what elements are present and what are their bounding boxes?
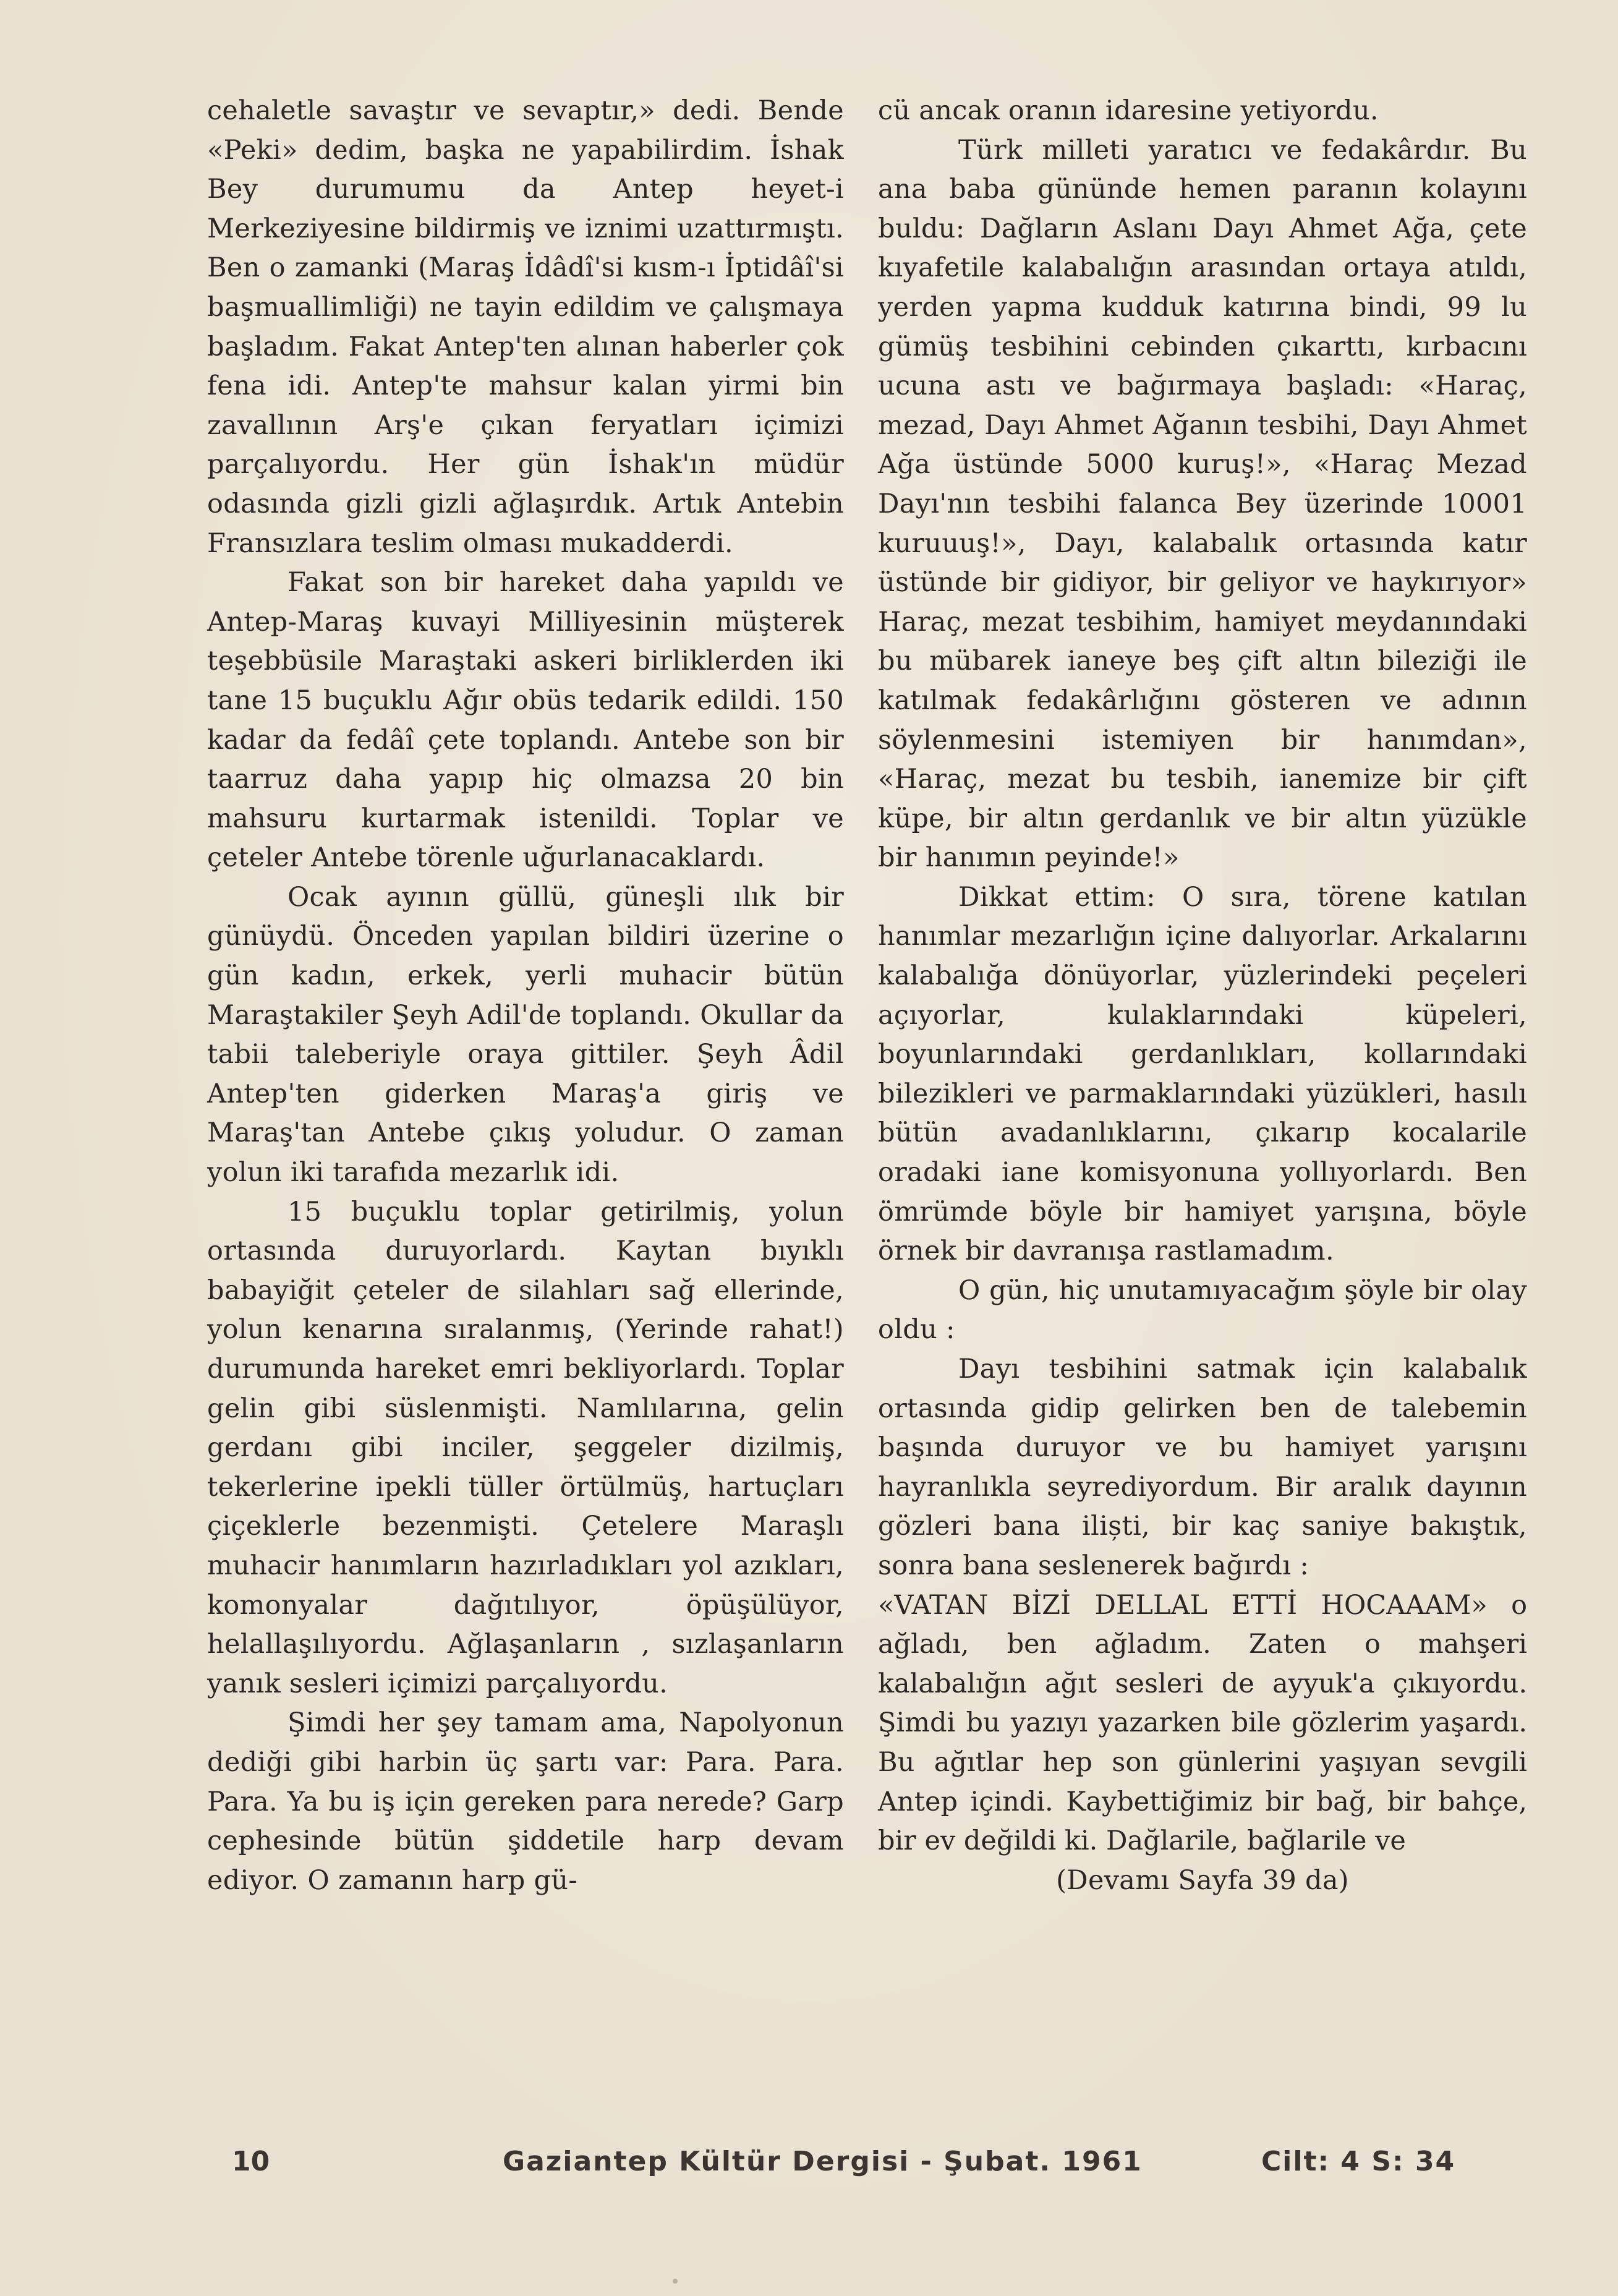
left-column (207, 92, 844, 1900)
paragraph: cehaletle savaştır ve sevaptır,» dedi. Bende «Peki» dedim, başka ne yapabilirdim. İshak Bey durumumu da Antep heyet-i Merkeziyesine bildirmiş ve iznimi uzattırmıştı. Ben o zamanki (Maraş İdâdî'si kısm-ı İptidâî'si başmuallimliği) ne tayin edildim ve çalışmaya başladım. Fakat Antep'ten alınan haberler çok fena idi. Antep'te mahsur kalan yirmi bin zavallının Arş'e çıkan feryatları içimizi parçalıyordu. Her gün İshak'ın müdür odasında gizli gizli ağlaşırdık. Artık Antebin Fransızlara teslim olması mukadderdi. (207, 95, 844, 559)
page-number: 10 (232, 2146, 270, 2177)
paper-speck (673, 2279, 678, 2284)
paragraph: Ocak ayının güllü, güneşli ılık bir günüydü. Önceden yapılan bildiri üzerine o gün kadın, erkek, yerli muhacir bütün Maraştakiler Şeyh Adil'de toplandı. Okullar da tabii taleberiyle oraya gittiler. Şeyh Âdil Antep'ten giderken Maraş'a giriş ve Maraş'tan Antebe çıkış yoludur. O zaman yolun iki tarafıda mezarlık idi. (207, 881, 844, 1189)
paragraph: Türk milleti yaratıcı ve fedakârdır. Bu ana baba gününde hemen paranın kolayını buldu: Dağların Aslanı Dayı Ahmet Ağa, çete kıyafetile kalabalığın arasından ortaya atıldı, yerden yapma kudduk katırına bindi, 99 lu gümüş tesbihini cebinden çıkarttı, kırbacını ucuna astı ve bağırmaya başladı: «Haraç, mezad, Dayı Ahmet Ağanın tesbihi, Dayı Ahmet Ağa üstünde 5000 kuruş!», «Haraç Mezad Dayı'nın tesbihi falanca Bey üzerinde 10001 kuruuuş!», Dayı, kalabalık ortasında katır üstünde bir gidiyor, bir geliyor ve haykırıyor» Haraç, mezat tesbihim, hamiyet meydanındaki bu mübarek ianeye beş çift altın bileziği ile katılmak fedakârlığını gösteren ve adının söylenmesini istemiyen bir hanımdan», «Haraç, mezat bu tesbih, ianemize bir çift küpe, bir altın gerdanlık ve bir altın yüzükle bir hanımın peyinde!» (878, 134, 1527, 874)
paragraph: Dayı tesbihini satmak için kalabalık ortasında gidip gelirken ben de talebemin başında duruyor ve bu hamiyet yarışını hayranlıkla seyrediyordum. Bir aralık dayının gözleri bana iliști, bir kaç saniye bakıştık, sonra bana seslenerek bağırdı : (878, 1354, 1527, 1581)
right-column (878, 92, 1527, 1900)
volume-issue: Cilt: 4 S: 34 (1261, 2146, 1456, 2177)
page-footer (207, 2146, 1462, 2183)
paragraph: Dikkat ettim: O sıra, törene katılan hanımlar mezarlığın içine dalıyorlar. Arkalarını kalabalığa dönüyorlar, yüzlerindeki peçeleri açıyorlar, kulaklarındaki küpeleri, boyunlarındaki gerdanlıkları, kollarındaki bilezikleri ve parmaklarındaki yüzükleri, hasılı bütün avadanlıklarını, çıkarıp kocalarile oradaki iane komisyonuna yollıyorlardı. Ben ömrümde böyle bir hamiyet yarışına, böyle örnek bir davranışa rastlamadım. (878, 881, 1527, 1267)
paragraph: cü ancak oranın idaresine yetiyordu. (878, 95, 1379, 126)
paragraph: Fakat son bir hareket daha yapıldı ve Antep-Maraş kuvayi Milliyesinin müşterek teşebbüsile Maraştaki askeri birliklerden iki tane 15 buçuklu Ağır obüs tedarik edildi. 150 kadar da fedâî çete toplandı. Antebe son bir taarruz daha yapıp hiç olmazsa 20 bin mahsuru kurtarmak istenildi. Toplar ve çeteler Antebe törenle uğurlanacaklardı. (207, 567, 844, 874)
journal-title: Gaziantep Kültür Dergisi - Şubat. 1961 (503, 2146, 1143, 2177)
continuation-note: (Devamı Sayfa 39 da) (1056, 1864, 1349, 1896)
paragraph: O gün, hiç unutamıyacağım şöyle bir olay oldu : (878, 1274, 1527, 1346)
paragraph: 15 buçuklu toplar getirilmiş, yolun ortasında duruyorlardı. Kaytan bıyıklı babayiğit çeteler de silahları sağ ellerinde, yolun kenarına sıralanmış, (Yerinde rahat!) durumunda hareket emri bekliyorlardı. Toplar gelin gibi süslenmişti. Namlılarına, gelin gerdanı gibi inciler, şeggeler dizilmiş, tekerlerine ipekli tüller örtülmüş, hartuçları çiçeklerle bezenmişti. Çetelere Maraşlı muhacir hanımların hazırladıkları yol azıkları, komonyalar dağıtılıyor, öpüşülüyor, helallaşılıyordu. Ağlaşanların , sızlaşanların yanık sesleri içimizi parçalıyordu. (207, 1196, 844, 1699)
paragraph: «VATAN BİZİ DELLAL ETTİ HOCAAAM» o ağladı, ben ağladım. Zaten o mahşeri kalabalığın ağıt sesleri de ayyuk'a çıkıyordu. Şimdi bu yazıyı yazarken bile gözlerim yaşardı. Bu ağıtlar hep son günlerini yaşıyan sevgili Antep içindi. Kaybettiğimiz bir bağ, bir bahçe, bir ev değildi ki. Dağlarile, bağlarile ve (878, 1589, 1527, 1857)
paragraph: Şimdi her şey tamam ama, Napolyonun dediği gibi harbin üç şartı var: Para. Para. Para. Ya bu iş için gereken para nerede? Garp cephesinde bütün şiddetile harp devam ediyor. O zamanın harp gü- (207, 1707, 844, 1896)
